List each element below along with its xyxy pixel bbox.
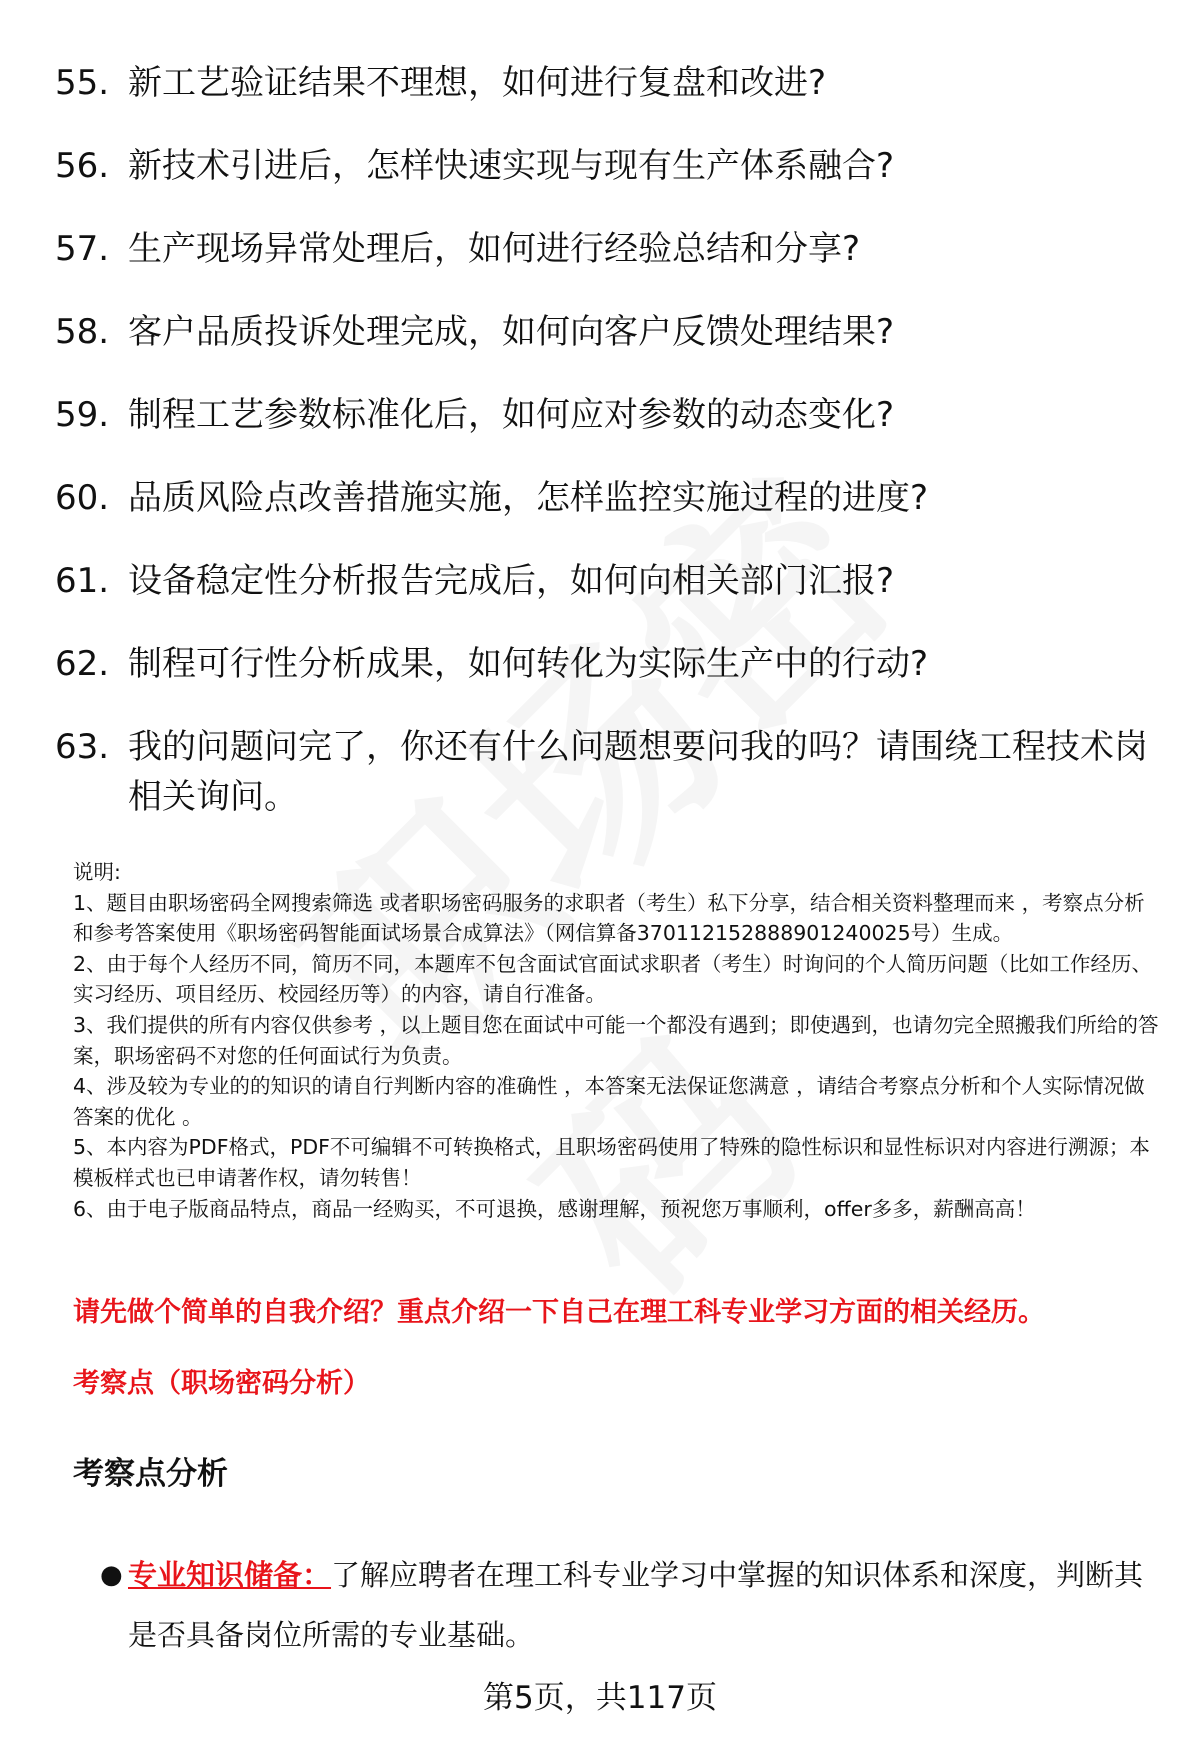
question-item <box>55 390 1155 440</box>
question-text: 新技术引进后，怎样快速实现与现有生产体系融合? <box>128 146 895 186</box>
question-number: 57. <box>55 229 110 269</box>
question-number: 56. <box>55 146 110 186</box>
intro-question: 请先做个简单的自我介绍？重点介绍一下自己在理工科专业学习方面的相关经历。 <box>73 1297 1045 1328</box>
kcd-heading: 考察点（职场密码分析） <box>73 1368 370 1399</box>
note-item: 3、我们提供的所有内容仅供参考 ，以上题目您在面试中可能一个都没有遇到；即使遇到，也请勿完全照搬我们所给的答案，职场密码不对您的任何面试行为负责。 <box>73 1012 1159 1068</box>
bullet-dot-icon: ● <box>100 1560 123 1590</box>
bullet-label: 专业知识储备： <box>128 1558 332 1592</box>
question-item <box>55 639 1155 689</box>
question-number: 55. <box>55 63 110 103</box>
question-item <box>55 722 1155 822</box>
note-item: 4、涉及较为专业的的知识的请自行判断内容的准确性 ，本答案无法保证您满意 ，请结合考察点分析和个人实际情况做答案的优化 。 <box>73 1074 1145 1129</box>
question-text: 新工艺验证结果不理想，如何进行复盘和改进? <box>128 63 827 103</box>
question-text: 品质风险点改善措施实施，怎样监控实施过程的进度? <box>128 478 929 518</box>
analysis-heading: 考察点分析 <box>73 1456 228 1492</box>
note-item: 2、由于每个人经历不同，简历不同，本题库不包含面试官面试求职者（考生）时询问的个人简历问题（比如工作经历、实习经历、项目经历、校园经历等）的内容，请自行准备。 <box>73 951 1153 1007</box>
question-number: 63. <box>55 727 110 767</box>
question-text: 设备稳定性分析报告完成后，如何向相关部门汇报? <box>128 561 895 601</box>
note-item: 6、由于电子版商品特点，商品一经购买，不可退换，感谢理解，预祝您万事顺利，offer多多，薪酬高高！ <box>73 1196 1036 1221</box>
question-number: 61. <box>55 561 110 601</box>
question-item <box>55 473 1155 523</box>
question-item <box>55 556 1155 606</box>
question-item <box>55 224 1155 274</box>
note-item: 5、本内容为PDF格式，PDF不可编辑不可转换格式，且职场密码使用了特殊的隐性标识和显性标识对内容进行溯源；本模板样式也已申请著作权，请勿转售！ <box>73 1135 1150 1190</box>
page-number: 第5页，共117页 <box>483 1680 717 1716</box>
bullet-item <box>100 1545 1160 1665</box>
question-item <box>55 58 1155 108</box>
question-text: 客户品质投诉处理完成，如何向客户反馈处理结果? <box>128 312 895 352</box>
question-item <box>55 141 1155 191</box>
question-text: 制程可行性分析成果，如何转化为实际生产中的行动? <box>128 644 929 684</box>
question-number: 62. <box>55 644 110 684</box>
question-text: 制程工艺参数标准化后，如何应对参数的动态变化? <box>128 395 895 435</box>
notes-section <box>73 857 1163 1224</box>
question-number: 60. <box>55 478 110 518</box>
question-text: 生产现场异常处理后，如何进行经验总结和分享? <box>128 229 861 269</box>
bullet-text: 了解应聘者在理工科专业学习中掌握的知识体系和深度，判断其是否具备岗位所需的专业基础。 <box>128 1558 1144 1652</box>
notes-title: 说明: <box>73 860 121 884</box>
question-number: 59. <box>55 395 110 435</box>
question-number: 58. <box>55 312 110 352</box>
note-item: 1、题目由职场密码全网搜索筛选 或者职场密码服务的求职者（考生）私下分享，结合相关资料整理而来 ，考察点分析和参考答案使用《职场密码智能面试场景合成算法》（网信算备370112152888901240025号）生成。 <box>73 890 1145 946</box>
question-text: 我的问题问完了，你还有什么问题想要问我的吗？请围绕工程技术岗相关询问。 <box>128 727 1148 817</box>
question-item <box>55 307 1155 357</box>
